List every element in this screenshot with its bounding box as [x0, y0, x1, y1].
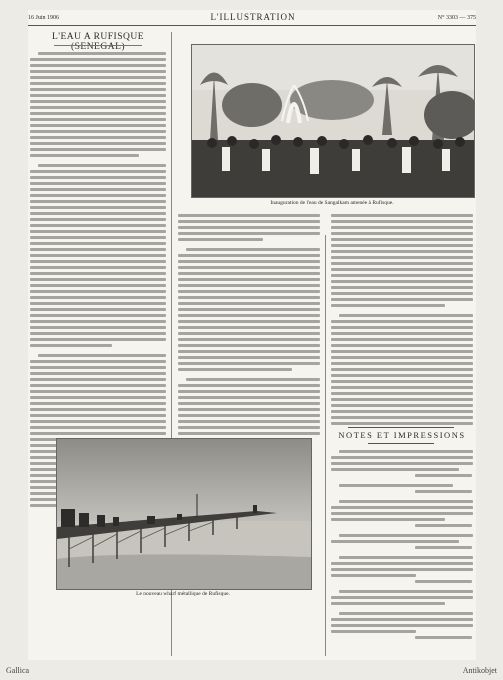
column-rule-right	[325, 235, 326, 656]
page-number: N° 3303 — 375	[437, 15, 476, 21]
notes-rule-top	[348, 427, 454, 428]
magazine-name: L'ILLUSTRATION	[210, 12, 296, 22]
issue-date: 16 Juin 1906	[28, 15, 60, 21]
notes-column	[331, 450, 473, 655]
footer-source-left: Gallica	[6, 666, 30, 675]
article-title: L'EAU A RUFISQUE (SENEGAL)	[51, 32, 145, 52]
notes-rule-bottom	[368, 443, 434, 444]
page-header	[28, 12, 476, 26]
inauguration-engraving	[192, 45, 474, 197]
wharf-engraving	[57, 439, 311, 589]
inauguration-photo	[191, 44, 475, 198]
article-column-3	[331, 214, 473, 426]
wharf-photo	[56, 438, 312, 590]
article-column-1-end	[30, 507, 52, 587]
notes-title: NOTES ET IMPRESSIONS	[338, 430, 466, 440]
magazine-page	[28, 10, 476, 660]
inauguration-caption: Inauguration de l'eau de Sangalkam amenée à Rufisque.	[270, 200, 394, 206]
header-rule	[28, 25, 476, 26]
article-column-2	[178, 214, 320, 436]
footer-source-right: Antikobjet	[462, 666, 497, 675]
title-rule	[54, 45, 142, 46]
wharf-caption: Le nouveau wharf métallique de Rufisque.	[136, 591, 230, 597]
